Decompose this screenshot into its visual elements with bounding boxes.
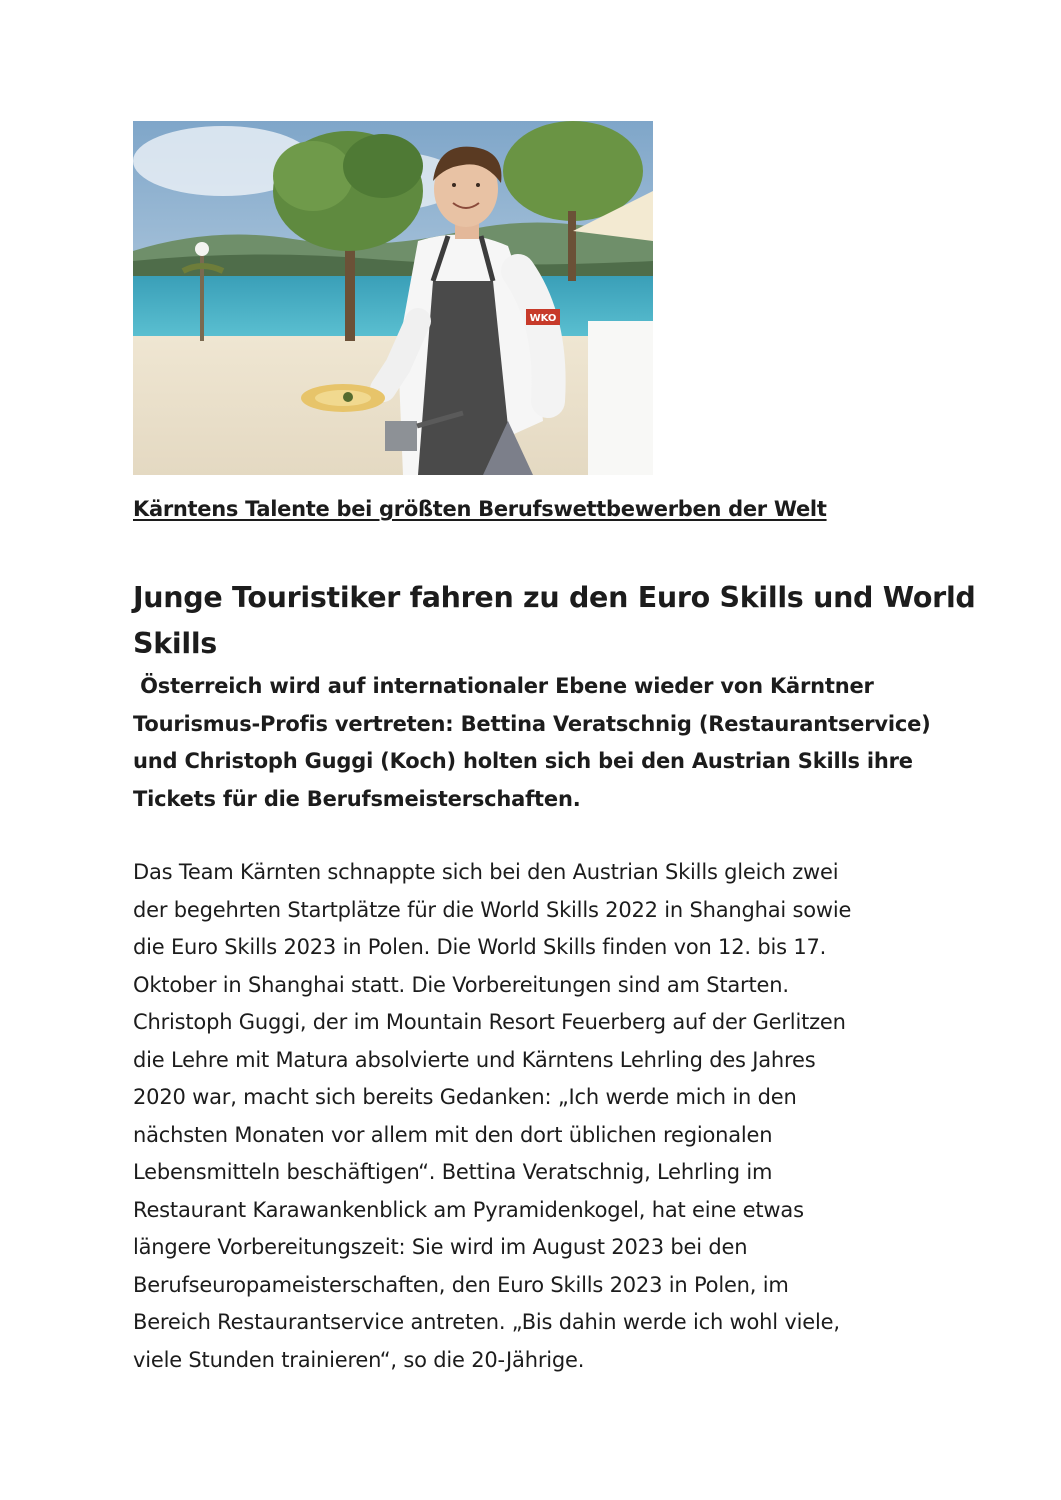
body-line: Das Team Kärnten schnappte sich bei den Austrian Skills gleich zwei [133,860,839,884]
headline-line: Junge Touristiker fahren zu den Euro Skills und World [133,581,976,614]
body-line: die Lehre mit Matura absolvierte und Kärntens Lehrling des Jahres [133,1047,816,1072]
body-line: Lebensmitteln beschäftigen“. Bettina Veratschnig, Lehrling im [133,1160,773,1184]
body-line: 2020 war, macht sich bereits Gedanken: „Ich werde mich in den [133,1085,797,1109]
body-line: Christoph Guggi, der im Mountain Resort Feuerberg auf der Gerlitzen [133,1010,846,1034]
lead-line: Tourismus-Profis vertreten: Bettina Veratschnig (Restaurantservice) [133,711,931,736]
lead-line: und Christoph Guggi (Koch) holten sich bei den Austrian Skills ihre [133,749,913,773]
body-line: Bereich Restaurantservice antreten. „Bis dahin werde ich wohl viele, [133,1310,840,1334]
article-photo [133,121,653,475]
body-line: längere Vorbereitungszeit: Sie wird im August 2023 bei den [133,1235,748,1259]
article-kicker: Kärntens Talente bei größten Berufswettbewerben der Welt [133,497,827,521]
body-line: Oktober in Shanghai statt. Die Vorbereitungen sind am Starten. [133,972,789,997]
lead-line: Österreich wird auf internationaler Ebene wieder von Kärntner [133,674,874,698]
article-headline [133,575,976,667]
body-line: viele Stunden trainieren“, so die 20-Jährige. [133,1347,585,1372]
body-line: Restaurant Karawankenblick am Pyramidenkogel, hat eine etwas [133,1197,804,1222]
body-line: der begehrten Startplätze für die World Skills 2022 in Shanghai sowie [133,897,852,922]
body-line: die Euro Skills 2023 in Polen. Die World Skills finden von 12. bis 17. [133,935,827,959]
jacket-patch-text: WKO [529,313,557,324]
body-line: nächsten Monaten vor allem mit den dort üblichen regionalen [133,1122,773,1147]
headline-line: Skills [133,627,217,660]
lead-line: Tickets für die Berufsmeisterschaften. [133,786,581,811]
article-body [133,854,933,1379]
article-lead [133,668,933,818]
body-line: Berufseuropameisterschaften, den Euro Skills 2023 in Polen, im [133,1272,789,1297]
